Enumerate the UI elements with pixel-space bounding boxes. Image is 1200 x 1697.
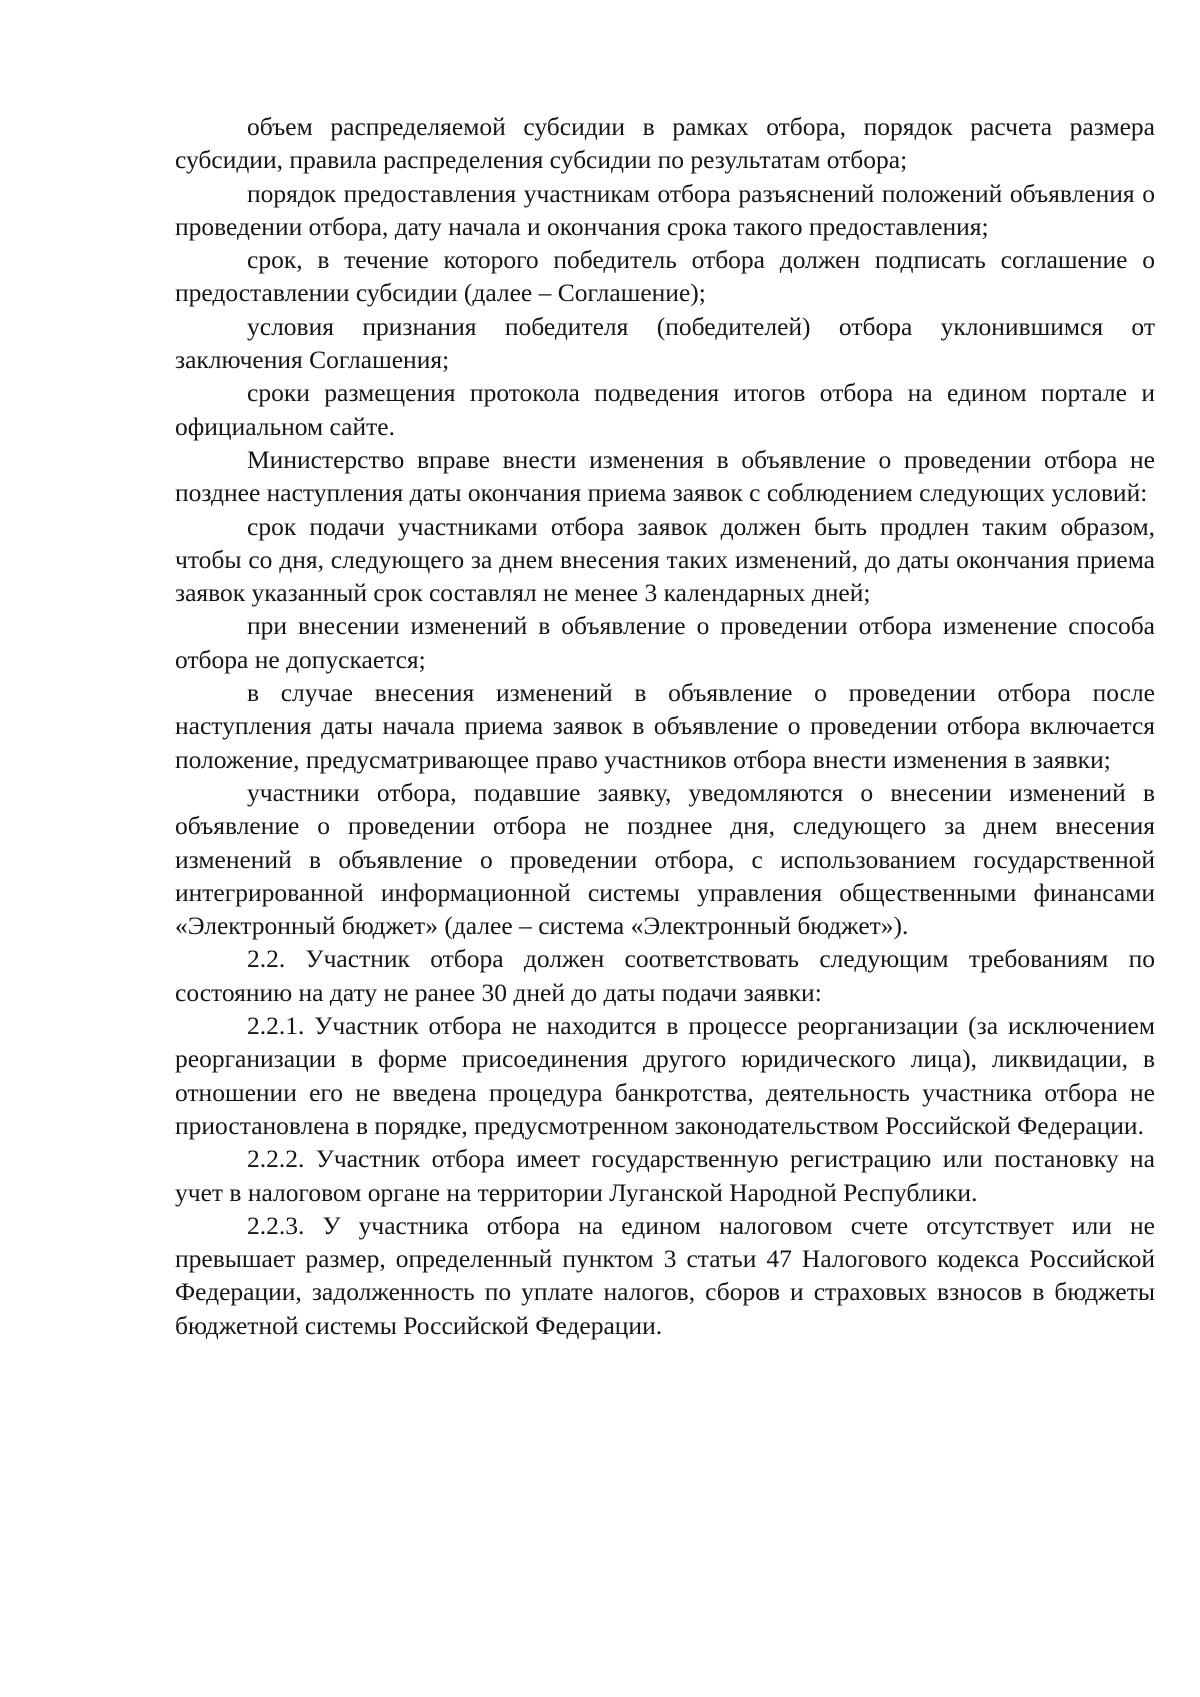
paragraph-section-2-2: 2.2. Участник отбора должен соответствовать следующим требованиям по состоянию на дату не ранее 30 дней до даты подачи заявки: [175,944,1155,1007]
document-page [175,110,1155,1342]
paragraph-ministry-changes: Министерство вправе внести изменения в объявление о проведении отбора не позднее наступления даты окончания приема заявок с соблюдением следующих условий: [175,444,1155,508]
paragraph-agreement-deadline: срок, в течение которого победитель отбора должен подписать соглашение о предоставлении субсидии (далее – Соглашение); [175,245,1155,308]
paragraph-protocol-publication: сроки размещения протокола подведения итогов отбора на едином портале и официальном сайте. [175,378,1155,441]
paragraph-participant-notification: участники отбора, подавшие заявку, уведомляются о внесении изменений в объявление о проведении отбора не позднее дня, следующего за днем внесения изменений в объявление о проведении отбора, с использованием государственной интегрированной информационной системы управления общественными финансами «Электронный бюджет» (далее – система «Электронный бюджет»). [175,777,1155,941]
paragraph-evasion-conditions: условия признания победителя (победителей) отбора уклонившимся от заключения Соглашения; [175,311,1155,375]
paragraph-subsidy-volume: объем распределяемой субсидии в рамках отбора, порядок расчета размера субсидии, правила распределения субсидии по результатам отбора; [175,112,1155,175]
paragraph-section-2-2-1: 2.2.1. Участник отбора не находится в процессе реорганизации (за исключением реорганизации в форме присоединения другого юридического лица), ликвидации, в отношении его не введена процедура банкротства, деятельность участника отбора не приостановлена в порядке, предусмотренном законодательством Российской Федерации. [175,1011,1155,1140]
paragraph-section-2-2-3: 2.2.3. У участника отбора на едином налоговом счете отсутствует или не превышает размер, определенный пунктом 3 статьи 47 Налогового кодекса Российской Федерации, задолженность по уплате налогов, сборов и страховых взносов в бюджеты бюджетной системы Российской Федерации. [175,1210,1155,1340]
paragraph-deadline-extension: срок подачи участниками отбора заявок должен быть продлен таким образом, чтобы со дня, следующего за днем внесения таких изменений, до даты окончания приема заявок указанный срок составлял не менее 3 календарных дней; [175,511,1155,608]
paragraph-section-2-2-2: 2.2.2. Участник отбора имеет государственную регистрацию или постановку на учет в налоговом органе на территории Луганской Народной Республики. [175,1144,1155,1207]
paragraph-application-changes: в случае внесения изменений в объявление о проведении отбора после наступления даты начала приема заявок в объявление о проведении отбора включается положение, предусматривающее право участников отбора внести изменения в заявки; [175,678,1155,774]
paragraph-clarification-procedure: порядок предоставления участникам отбора разъяснений положений объявления о проведении отбора, дату начала и окончания срока такого предоставления; [175,178,1155,241]
paragraph-method-unchanged: при внесении изменений в объявление о проведении отбора изменение способа отбора не допускается; [175,611,1155,674]
